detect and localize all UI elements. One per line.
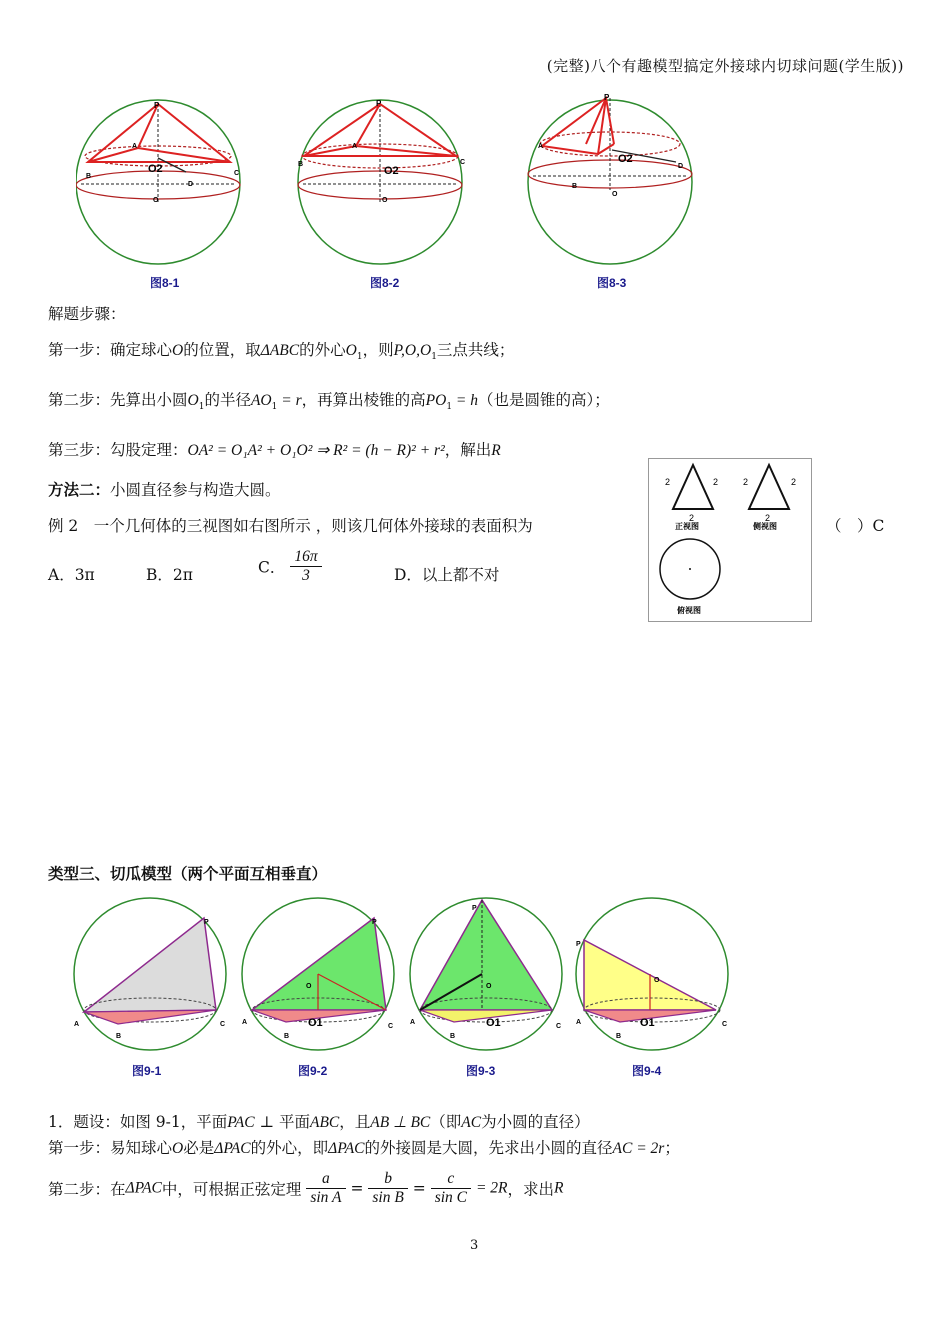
svg-text:P: P xyxy=(472,905,477,912)
svg-text:A: A xyxy=(74,1021,80,1028)
svg-text:O: O xyxy=(486,983,492,990)
svg-text:O: O xyxy=(306,983,312,990)
caption-9-4: 图9-4 xyxy=(632,1064,662,1078)
svg-text:O: O xyxy=(654,977,660,984)
svg-text:O2: O2 xyxy=(384,165,399,177)
svg-text:2: 2 xyxy=(665,477,671,487)
svg-text:C: C xyxy=(722,1021,728,1028)
svg-text:C: C xyxy=(234,170,240,177)
figure-9-1 xyxy=(74,898,226,1050)
svg-text:2: 2 xyxy=(689,513,695,523)
figure-8-2 xyxy=(298,99,465,264)
figure-8-row xyxy=(76,92,696,292)
svg-text:A: A xyxy=(352,143,358,150)
caption-9-1: 图9-1 xyxy=(132,1064,162,1078)
svg-text:A: A xyxy=(242,1019,248,1026)
caption-8-1: 图8-1 xyxy=(150,276,180,290)
svg-text:B: B xyxy=(450,1033,456,1040)
svg-text:A: A xyxy=(538,143,544,150)
option-d: D．以上都不对 xyxy=(394,566,500,584)
svg-text:D: D xyxy=(188,181,194,188)
svg-text:C: C xyxy=(220,1021,226,1028)
svg-text:C: C xyxy=(556,1023,562,1030)
figure-8-1 xyxy=(76,100,240,264)
type3-title: 类型三、切瓜模型（两个平面互相垂直） xyxy=(48,864,328,883)
svg-text:B: B xyxy=(572,183,578,190)
svg-text:P: P xyxy=(576,941,581,948)
example-2: 例 2 一个几何体的三视图如右图所示 ，则该几何体外接球的表面积为 xyxy=(48,517,533,535)
figure-9-4 xyxy=(576,898,728,1050)
svg-text:O1: O1 xyxy=(308,1017,323,1029)
caption-8-2: 图8-2 xyxy=(370,276,400,290)
option-c: C． $\frac{16\pi}{3}$ xyxy=(258,548,322,585)
svg-text:B: B xyxy=(616,1033,622,1040)
svg-text:2: 2 xyxy=(791,477,797,487)
svg-text:O: O xyxy=(612,191,618,198)
svg-text:O: O xyxy=(153,197,159,204)
step-1: 第一步：确定球心O的位置，取ΔABC的外心$O_1$，则$P,O,O_1$三点共线； xyxy=(48,341,515,363)
side-view-triangle xyxy=(749,465,789,509)
step-2: 第二步：先算出小圆$O_1$的半径$AO_1 = r$，再算出棱锥的高$PO_1 = h$（也是圆锥的高）； xyxy=(48,391,610,413)
svg-text:B: B xyxy=(284,1033,290,1040)
step-3: 第三步：勾股定理：OA² = O₁A² + O₁O² ⇒ R² = (h − R)² + r²，解出R xyxy=(48,441,501,459)
method-2: 方法二：小圆直径参与构造大圆。 xyxy=(48,480,281,499)
figure-9-2 xyxy=(242,898,394,1050)
option-a: A．3π xyxy=(48,566,95,584)
figure-9-3 xyxy=(410,898,562,1050)
svg-text:A: A xyxy=(132,143,138,150)
figure-8-3 xyxy=(528,93,692,264)
figure-9-row xyxy=(66,896,736,1056)
caption-9-2: 图9-2 xyxy=(298,1064,328,1078)
item-1-step-2: 第二步：在ΔPAC中，可根据正弦定理 $\frac{a}{\text{sin A}}$ = $\frac{b}{\text{sin B}}$ = $\frac{c}{\text{sin C}}$ = 2R，求出R xyxy=(48,1170,564,1206)
svg-text:2: 2 xyxy=(713,477,719,487)
front-view-triangle xyxy=(673,465,713,509)
svg-text:A: A xyxy=(576,1019,582,1026)
side-view-label: 侧视图 xyxy=(753,522,777,531)
option-b: B．2π xyxy=(146,566,193,584)
top-view-label: 俯视图 xyxy=(677,606,701,615)
pyramid-face xyxy=(88,104,230,162)
front-view-label: 正视图 xyxy=(675,522,699,531)
svg-text:B: B xyxy=(298,161,304,168)
svg-text:C: C xyxy=(460,159,466,166)
svg-text:P: P xyxy=(372,919,377,926)
item-1: 1．题设：如图 9-1，平面PAC ⊥ 平面ABC，且AB ⊥ BC（即AC为小圆的直径） xyxy=(48,1113,590,1131)
caption-9-3: 图9-3 xyxy=(466,1064,496,1078)
page-number: 3 xyxy=(470,1238,479,1253)
item-1-step-1: 第一步：易知球心O必是ΔPAC的外心，即ΔPAC的外接圆是大圆，先求出小圆的直径AC = 2r； xyxy=(48,1139,680,1157)
svg-text:O1: O1 xyxy=(640,1017,655,1029)
steps-title: 解题步骤： xyxy=(48,305,126,323)
svg-text:O2: O2 xyxy=(148,163,163,175)
svg-text:O: O xyxy=(382,197,388,204)
svg-text:A: A xyxy=(410,1019,416,1026)
svg-text:2: 2 xyxy=(765,513,771,523)
svg-text:P: P xyxy=(204,919,209,926)
svg-text:2: 2 xyxy=(743,477,749,487)
caption-8-3: 图8-3 xyxy=(597,276,627,290)
svg-text:B: B xyxy=(116,1033,122,1040)
three-view-figure xyxy=(648,458,812,622)
svg-text:O2: O2 xyxy=(618,153,633,165)
svg-text:B: B xyxy=(86,173,92,180)
svg-text:D: D xyxy=(678,163,684,170)
svg-text:P: P xyxy=(376,99,382,108)
svg-text:P: P xyxy=(604,93,610,102)
svg-text:C: C xyxy=(388,1023,394,1030)
svg-text:O1: O1 xyxy=(486,1017,501,1029)
example-2-answer: （ ）C xyxy=(826,517,885,535)
label-P: P xyxy=(154,101,160,110)
page-header: (完整)八个有趣模型搞定外接球内切球问题(学生版)) xyxy=(546,57,904,75)
